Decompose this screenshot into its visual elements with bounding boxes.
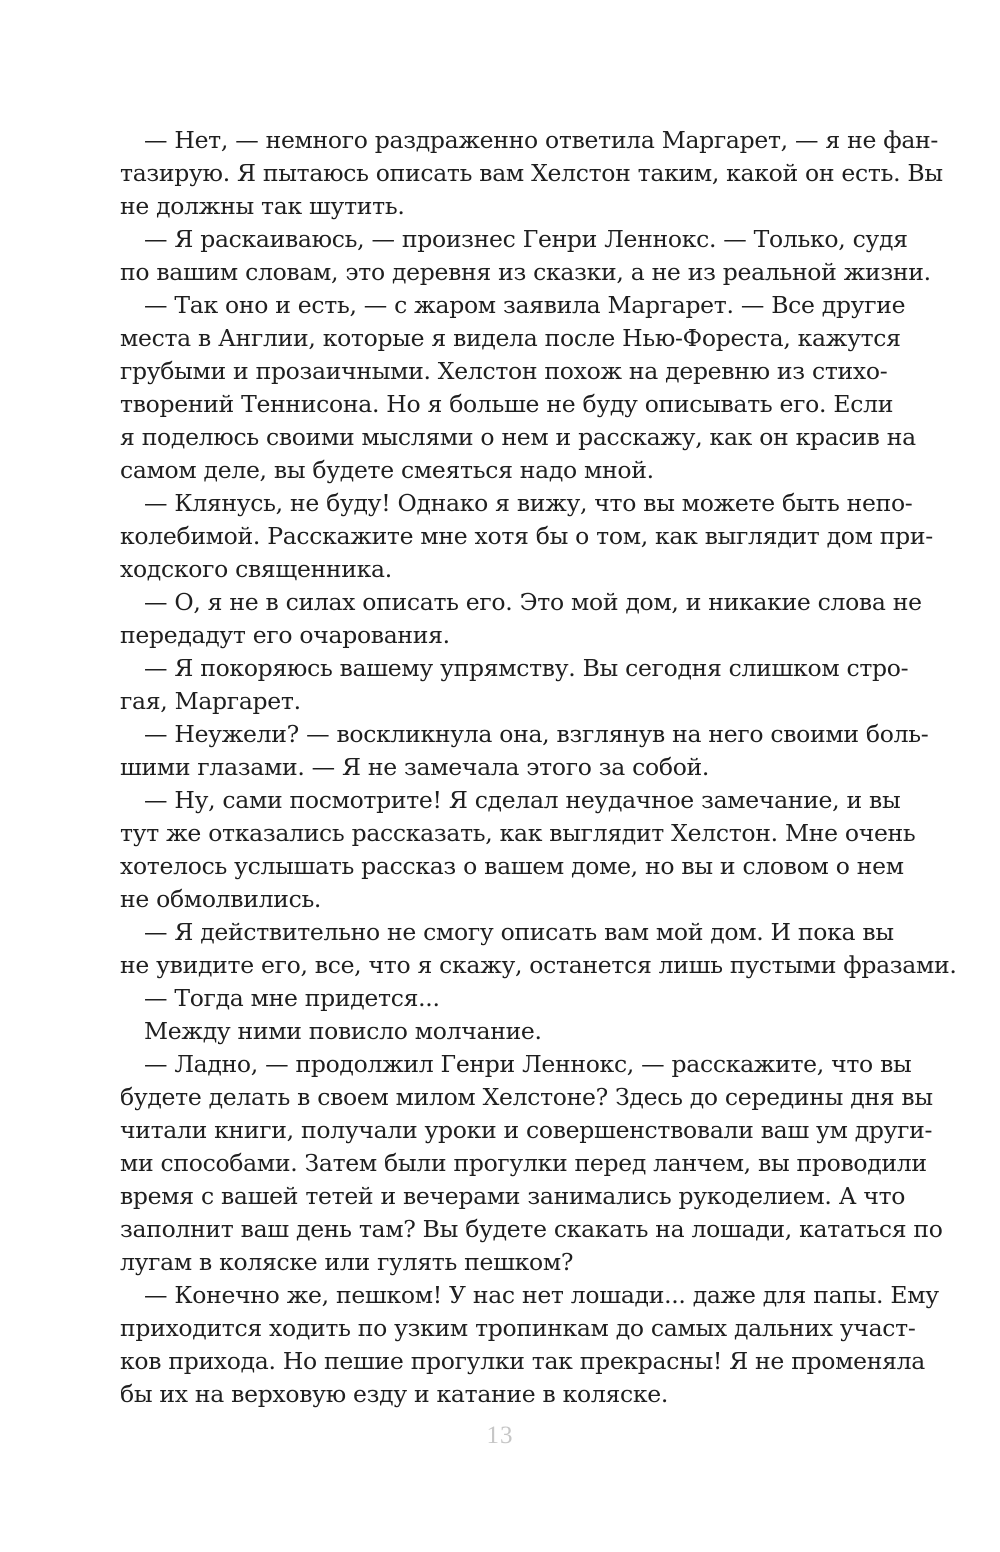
text-line: колебимой. Расскажите мне хотя бы о том, как выглядит дом при-: [120, 522, 933, 550]
text-line: самом деле, вы будете смеяться надо мной.: [120, 456, 654, 484]
text-line: лугам в коляске или гулять пешком?: [120, 1248, 574, 1276]
text-line: ми способами. Затем были прогулки перед ланчем, вы проводили: [120, 1149, 927, 1177]
text-line: — Ну, сами посмотрите! Я сделал неудачное замечание, и вы: [144, 786, 901, 814]
text-line: тут же отказались рассказать, как выглядит Хелстон. Мне очень: [120, 819, 916, 847]
text-line: бы их на верховую езду и катание в коляске.: [120, 1380, 669, 1408]
text-line: — Я действительно не смогу описать вам мой дом. И пока вы: [144, 918, 894, 946]
text-line: заполнит ваш день там? Вы будете скакать на лошади, кататься по: [120, 1215, 943, 1243]
text-line: — Тогда мне придется...: [144, 984, 440, 1012]
text-line: — Конечно же, пешком! У нас нет лошади... даже для папы. Ему: [144, 1281, 939, 1309]
text-line: места в Англии, которые я видела после Нью-Фореста, кажутся: [120, 324, 901, 352]
text-line: по вашим словам, это деревня из сказки, а не из реальной жизни.: [120, 258, 931, 286]
text-line: приходится ходить по узким тропинкам до самых дальних участ-: [120, 1314, 916, 1342]
text-line: время с вашей тетей и вечерами занимались рукоделием. А что: [120, 1182, 906, 1210]
text-line: — Нет, — немного раздраженно ответила Маргарет, — я не фан-: [144, 126, 939, 154]
text-line: грубыми и прозаичными. Хелстон похож на деревню из стихо-: [120, 357, 888, 385]
text-line: — О, я не в силах описать его. Это мой дом, и никакие слова не: [144, 588, 922, 616]
text-line: шими глазами. — Я не замечала этого за собой.: [120, 753, 710, 781]
text-line: — Ладно, — продолжил Генри Леннокс, — расскажите, что вы: [144, 1050, 912, 1078]
text-line: я поделюсь своими мыслями о нем и расскажу, как он красив на: [120, 423, 916, 451]
text-line: — Клянусь, не буду! Однако я вижу, что вы можете быть непо-: [144, 489, 913, 517]
text-line: — Я покоряюсь вашему упрямству. Вы сегодня слишком стро-: [144, 654, 909, 682]
text-line: ков прихода. Но пешие прогулки так прекрасны! Я не променяла: [120, 1347, 925, 1375]
text-line: читали книги, получали уроки и совершенствовали ваш ум други-: [120, 1116, 933, 1144]
text-line: хотелось услышать рассказ о вашем доме, но вы и словом о нем: [120, 852, 904, 880]
page-number: 13: [486, 1422, 514, 1449]
text-line: — Так оно и есть, — с жаром заявила Маргарет. — Все другие: [144, 291, 906, 319]
text-line: — Неужели? — воскликнула она, взглянув на него своими боль-: [144, 720, 929, 748]
text-line: творений Теннисона. Но я больше не буду описывать его. Если: [120, 390, 894, 418]
text-line: не обмолвились.: [120, 885, 322, 913]
text-line: не должны так шутить.: [120, 192, 405, 220]
text-line: передадут его очарования.: [120, 621, 450, 649]
text-line: ходского священника.: [120, 555, 392, 583]
text-line: Между ними повисло молчание.: [144, 1017, 542, 1045]
text-line: тазирую. Я пытаюсь описать вам Хелстон таким, какой он есть. Вы: [120, 159, 943, 187]
text-line: гая, Маргарет.: [120, 687, 301, 715]
text-line: будете делать в своем милом Хелстоне? Здесь до середины дня вы: [120, 1083, 933, 1111]
text-line: — Я раскаиваюсь, — произнес Генри Леннокс. — Только, судя: [144, 225, 908, 253]
text-line: не увидите его, все, что я скажу, останется лишь пустыми фразами.: [120, 951, 957, 979]
